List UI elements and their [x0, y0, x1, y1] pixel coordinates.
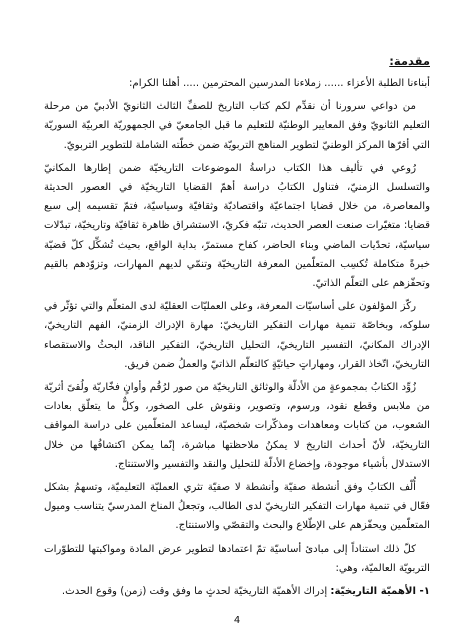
body-paragraph: زُوِّد الكتابُ بمجموعةٍ من الأدلّة والوثائق التاريخيّة من صور لرُقُم وأوانٍ فخّاريّة ولُقىً أثريّة من ملابس وقطع نقود، ورسوم، وتصوير، ونقوش على الصخور، وكلٌّ ما يتعلّق بعادات الشعوب، من كتابات ومعاهدات ومذكّرات شخصيّة، ليساعد المتعلّمين على دراسة المواقف التاريخيّة، لأنّ أحداث التاريخ لا يمكنُ ملاحظتها مباشرة، إنّما يمكن اكتشافُها من خلال الاستدلال بأشياء موجودة، وإخضاع الأدلّة للتحليل والنقد والتفسير والاستنتاج.: [44, 382, 430, 470]
greeting-paragraph: أبناءنا الطلبة الأعزاء ...... زملاءنا المدرسين المحترمين ..... أهلنا الكرام:: [128, 78, 430, 89]
principle-text: إدراك الأهميّة التاريخيّة لحدثٍ ما وفق وقت (زمن) وقوع الحدث.: [61, 586, 331, 598]
body-paragraph: من دواعي سرورنا أن نقدِّم لكم كتاب التاريخ للصفِّ الثالث الثانويّ الأدبيّ من مرحلة التعليم الثانويّ وفق المعايير الوطنيّة للتعليم ما قبل الجامعيّ في الجمهوريّة العربيّة السوريّة التي أقرّها المركز الوطنيّ لتطوير المناهج التربويّة ضمن خطّته الشاملة للتطوير التربويّ.: [44, 101, 430, 151]
body-paragraph: كلّ ذلك استناداً إلى مبادئ أساسيّة تمّ اعتمادها لتطوير عرض المادة ومواكبتها للتطوّرات التربويّة العالميّة، وهي:: [44, 543, 430, 574]
page-number: 4: [233, 615, 241, 626]
body-paragraph: ركّز المؤلفون على أساسيّات المعرفة، وعلى العمليّات العقليّة لدى المتعلّم والتي تؤثّر في سلوكه، وبخاصّة تنمية مهارات التفكير التاريخيّ: مهارة الإدراك الزمنيّ، الفهم التاريخيّ، الإدراك المكانيّ، التفسير التاريخيّ، التحليل التاريخيّ، التفكير الناقد، البحثُ والاستقصاء التاريخيّ، اتّخاذ القرار، ومهاراتٍ حياتيّةٍ كالتعلّم الذاتيّ والعملُ ضمن فريق.: [44, 301, 430, 370]
body-paragraph: رُوعي في تأليف هذا الكتاب دراسةُ الموضوعات التاريخيّة ضمن إطارها المكانيّ والتسلسل الزمنيّ، فتناول الكتابُ دراسة أهمّ القضايا التاريخيّة في العصور الحديثة والمعاصرة، من خلال قضايا اجتماعيّة واقتصاديّة وثقافيّة وسياسيّة، فتمّ تقسيمه إلى سبع قضايا: متغيّرات صنعت العصر الحديث، تنبّه فكريّ، الاستشراق ظاهرة ثقافيّة وتاريخيّة، تبدّلات سياسيّة، تحدّيات الماضي وبناء الحاضر، كفاح مستمرّ، بداية الواقع، بحيث تُشكِّل كلّ قضيّة خبرةً متكاملة تُكسِب المتعلّمين المعرفة التاريخيّة وتنمّي لديهم المهارات، وتزوّدهم بالقيم وتحفّزهم على التعلّم الذاتيّ.: [44, 162, 430, 290]
page-title: مقدمة:: [389, 54, 430, 68]
body-paragraph: أُلّف الكتابُ وفق أنشطة صفيّة وأنشطة لا صفيّة تثري العمليّة التعليميّة، وتسهمُ بشكل فعّال في تنمية مهارات التفكير التاريخيّ لدى الطالب، وتجعلُ المناخ المدرسيّ يتناسب وميول المتعلّمين ويحفّزهم على الإطّلاع والبحث والتقصّي والاستنتاج.: [44, 482, 430, 532]
principle-heading: ١- الأهميّة التاريخيّة:: [330, 586, 430, 598]
principle-list-item: [44, 582, 430, 601]
